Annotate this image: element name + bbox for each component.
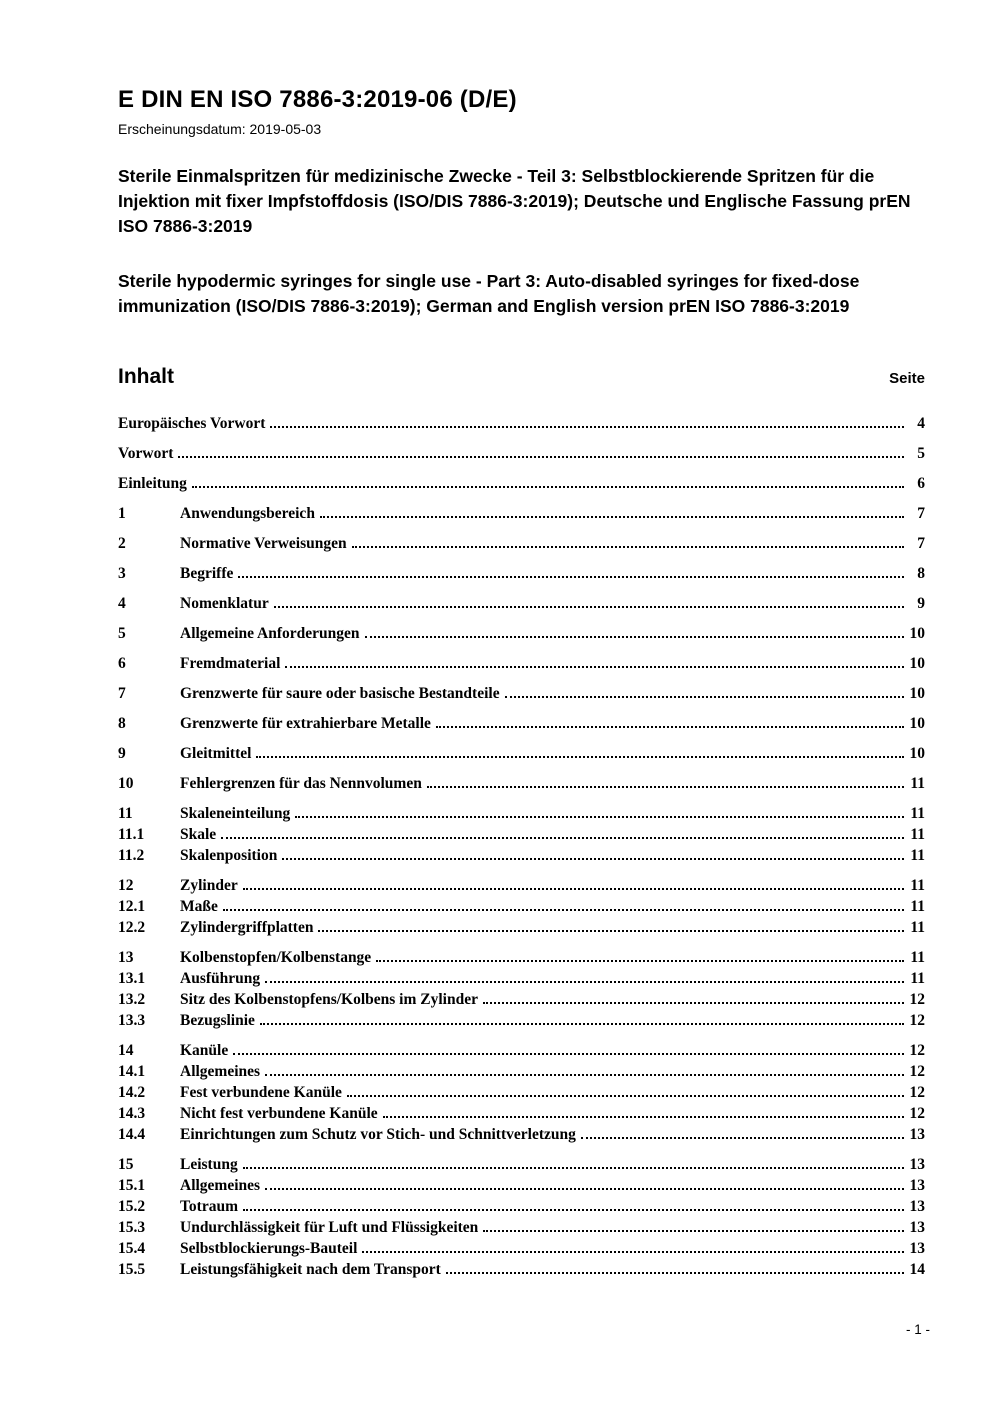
toc-entry (118, 947, 925, 968)
toc-dot-leader (352, 546, 904, 548)
toc-entry-number: 13 (118, 949, 134, 966)
toc-entry-page: 10 (909, 625, 925, 642)
toc-entry-page: 11 (910, 970, 925, 987)
toc-dot-leader (243, 888, 904, 890)
toc-entry-title: Zylindergriffplatten (180, 919, 314, 936)
toc-entry-number: 15.3 (118, 1219, 146, 1236)
toc-entry-page: 8 (917, 565, 925, 582)
toc-entry-page: 11 (910, 919, 925, 936)
toc-entry (118, 623, 925, 644)
toc-entry (118, 443, 925, 464)
toc-header (118, 365, 925, 389)
toc-entry-title: Allgemeine Anforderungen (180, 625, 360, 642)
toc-entry-number: 11.1 (118, 826, 145, 843)
toc-entry-number: 12.2 (118, 919, 146, 936)
toc-entry-page: 12 (909, 1012, 925, 1029)
toc-dot-leader (260, 1023, 904, 1025)
toc-entry-page: 7 (917, 505, 925, 522)
toc-entry (118, 896, 925, 917)
toc-entry-title: Einleitung (118, 475, 187, 492)
toc-dot-leader (347, 1095, 904, 1097)
toc-entry-number: 4 (118, 595, 126, 612)
toc-entry (118, 683, 925, 704)
toc-dot-leader (223, 909, 904, 911)
toc-entry (118, 773, 925, 794)
toc-entry-page: 10 (909, 715, 925, 732)
toc-entry-title: Skalenposition (180, 847, 278, 864)
toc-entry-title: Sitz des Kolbenstopfens/Kolbens im Zylinder (180, 991, 478, 1008)
toc-entry-page: 12 (909, 1084, 925, 1101)
toc-entry-number: 8 (118, 715, 126, 732)
toc-entry-number: 13.2 (118, 991, 146, 1008)
toc-entry-title: Bezugslinie (180, 1012, 255, 1029)
toc-entry-page: 11 (910, 847, 925, 864)
toc-dot-leader (282, 858, 904, 860)
toc-dot-leader (285, 666, 904, 668)
toc-entry (118, 1061, 925, 1082)
toc-dot-leader (505, 696, 904, 698)
toc-entry-page: 12 (909, 1042, 925, 1059)
toc-entry-title: Maße (180, 898, 218, 915)
toc-entry-title: Begriffe (180, 565, 234, 582)
page-number-footer: - 1 - (905, 1322, 930, 1337)
toc-entry-number: 15.4 (118, 1240, 146, 1257)
toc-dot-leader (318, 930, 904, 932)
toc-entry (118, 743, 925, 764)
toc-entry-title: Leistungsfähigkeit nach dem Transport (180, 1261, 441, 1278)
toc-entry (118, 1010, 925, 1031)
toc-entry (118, 917, 925, 938)
table-of-contents (118, 413, 925, 1280)
publication-date: Erscheinungsdatum: 2019-05-03 (118, 121, 322, 137)
toc-entry (118, 1217, 925, 1238)
toc-entry-number: 1 (118, 505, 126, 522)
toc-entry-page: 9 (917, 595, 925, 612)
toc-entry (118, 1175, 925, 1196)
toc-entry (118, 533, 925, 554)
toc-dot-leader (256, 756, 904, 758)
toc-entry-number: 6 (118, 655, 126, 672)
toc-dot-leader (362, 1251, 904, 1253)
toc-dot-leader (178, 456, 904, 458)
toc-entry-title: Kolbenstopfen/Kolbenstange (180, 949, 372, 966)
toc-entry-title: Undurchlässigkeit für Luft und Flüssigkeiten (180, 1219, 479, 1236)
toc-entry-page: 10 (909, 655, 925, 672)
toc-entry-number: 14 (118, 1042, 134, 1059)
toc-entry-page: 5 (917, 445, 925, 462)
toc-entry-title: Allgemeines (180, 1063, 261, 1080)
toc-entry (118, 803, 925, 824)
toc-entry-number: 14.3 (118, 1105, 146, 1122)
toc-dot-leader (238, 576, 904, 578)
toc-entry (118, 1196, 925, 1217)
toc-entry-page: 12 (909, 1063, 925, 1080)
toc-entry (118, 413, 925, 434)
toc-entry-page: 13 (909, 1156, 925, 1173)
toc-dot-leader (270, 426, 904, 428)
toc-entry-page: 14 (909, 1261, 925, 1278)
toc-dot-leader (274, 606, 904, 608)
toc-entry (118, 1082, 925, 1103)
toc-dot-leader (221, 837, 904, 839)
toc-dot-leader (243, 1167, 904, 1169)
toc-dot-leader (233, 1053, 904, 1055)
toc-entry (118, 563, 925, 584)
toc-entry-number: 11.2 (118, 847, 145, 864)
toc-entry-number: 5 (118, 625, 126, 642)
toc-entry-page: 11 (910, 775, 925, 792)
toc-entry-title: Allgemeines (180, 1177, 261, 1194)
standard-title-german: Sterile Einmalspritzen für medizinische Zwecke - Teil 3: Selbstblockierende Spritzen für die Injektion mit fixer Impfstoffdosis (ISO/DIS 7886-3:2019); Deutsche und Englische Fassung prEN ISO 7886-3:2019 (118, 166, 911, 236)
toc-entry-number: 11 (118, 805, 133, 822)
toc-dot-leader (483, 1230, 904, 1232)
toc-entry-number: 7 (118, 685, 126, 702)
toc-entry-title: Normative Verweisungen (180, 535, 347, 552)
toc-entry (118, 503, 925, 524)
toc-entry-page: 4 (917, 415, 925, 432)
toc-dot-leader (483, 1002, 904, 1004)
toc-entry-page: 11 (910, 877, 925, 894)
toc-entry-number: 15.2 (118, 1198, 146, 1215)
toc-entry-title: Nomenklatur (180, 595, 269, 612)
toc-dot-leader (265, 981, 904, 983)
toc-entry-page: 12 (909, 1105, 925, 1122)
toc-dot-leader (446, 1272, 904, 1274)
toc-entry-page: 11 (910, 805, 925, 822)
toc-entry (118, 1103, 925, 1124)
toc-entry-page: 13 (909, 1126, 925, 1143)
toc-entry-number: 3 (118, 565, 126, 582)
toc-entry (118, 824, 925, 845)
toc-entry-number: 15.5 (118, 1261, 146, 1278)
toc-entry-number: 15 (118, 1156, 134, 1173)
toc-entry-number: 14.1 (118, 1063, 146, 1080)
toc-entry-number: 9 (118, 745, 126, 762)
toc-entry-title: Skale (180, 826, 217, 843)
toc-dot-leader (376, 960, 904, 962)
toc-entry-number: 12.1 (118, 898, 146, 915)
toc-dot-leader (192, 486, 904, 488)
toc-entry-page: 13 (909, 1177, 925, 1194)
toc-entry (118, 1238, 925, 1259)
toc-dot-leader (265, 1074, 904, 1076)
toc-entry-page: 13 (909, 1198, 925, 1215)
toc-entry-page: 11 (910, 898, 925, 915)
toc-entry-title: Nicht fest verbundene Kanüle (180, 1105, 378, 1122)
toc-entry-page: 6 (917, 475, 925, 492)
toc-dot-leader (427, 786, 904, 788)
toc-entry-title: Kanüle (180, 1042, 229, 1059)
toc-entry-page: 10 (909, 745, 925, 762)
toc-entry (118, 593, 925, 614)
toc-entry (118, 1040, 925, 1061)
toc-entry-number: 15.1 (118, 1177, 146, 1194)
toc-entry-page: 12 (909, 991, 925, 1008)
toc-entry-title: Grenzwerte für extrahierbare Metalle (180, 715, 431, 732)
toc-entry (118, 1124, 925, 1145)
toc-entry-number: 14.2 (118, 1084, 146, 1101)
toc-entry-title: Zylinder (180, 877, 238, 894)
toc-entry (118, 713, 925, 734)
toc-dot-leader (320, 516, 904, 518)
toc-entry-title: Ausführung (180, 970, 261, 987)
toc-entry-title: Totraum (180, 1198, 238, 1215)
toc-entry-title: Skaleneinteilung (180, 805, 291, 822)
toc-entry-title: Fehlergrenzen für das Nennvolumen (180, 775, 422, 792)
toc-entry-title: Anwendungsbereich (180, 505, 315, 522)
toc-entry-number: 12 (118, 877, 134, 894)
toc-entry-page: 11 (910, 826, 925, 843)
toc-entry (118, 473, 925, 494)
toc-entry-title: Gleitmittel (180, 745, 252, 762)
toc-entry-number: 13.1 (118, 970, 146, 987)
toc-entry-page: 11 (910, 949, 925, 966)
toc-entry-title: Selbstblockierungs-Bauteil (180, 1240, 358, 1257)
toc-entry (118, 989, 925, 1010)
toc-page-column-label: Seite (889, 370, 925, 387)
toc-heading: Inhalt (118, 365, 174, 388)
toc-dot-leader (581, 1137, 904, 1139)
toc-entry-title: Grenzwerte für saure oder basische Bestandteile (180, 685, 500, 702)
standard-title-english: Sterile hypodermic syringes for single use - Part 3: Auto-disabled syringes for fixed-dose immunization (ISO/DIS 7886-3:2019); German and English version prEN ISO 7886-3:2019 (118, 271, 860, 316)
toc-entry-page: 13 (909, 1240, 925, 1257)
toc-entry (118, 968, 925, 989)
toc-dot-leader (243, 1209, 904, 1211)
toc-dot-leader (265, 1188, 904, 1190)
toc-dot-leader (436, 726, 904, 728)
toc-entry (118, 875, 925, 896)
toc-entry-title: Europäisches Vorwort (118, 415, 266, 432)
toc-entry-page: 13 (909, 1219, 925, 1236)
toc-dot-leader (295, 816, 904, 818)
toc-entry (118, 1259, 925, 1280)
toc-entry (118, 845, 925, 866)
toc-entry-page: 10 (909, 685, 925, 702)
toc-entry-page: 7 (917, 535, 925, 552)
toc-entry-title: Fremdmaterial (180, 655, 281, 672)
toc-entry-title: Einrichtungen zum Schutz vor Stich- und Schnittverletzung (180, 1126, 576, 1143)
toc-entry-number: 14.4 (118, 1126, 146, 1143)
toc-entry-number: 10 (118, 775, 134, 792)
toc-entry (118, 1154, 925, 1175)
toc-dot-leader (383, 1116, 904, 1118)
toc-entry-number: 2 (118, 535, 126, 552)
toc-entry-title: Leistung (180, 1156, 238, 1173)
toc-entry (118, 653, 925, 674)
document-title: E DIN EN ISO 7886-3:2019-06 (D/E) (118, 86, 517, 113)
toc-entry-number: 13.3 (118, 1012, 146, 1029)
toc-dot-leader (365, 636, 904, 638)
toc-entry-title: Vorwort (118, 445, 174, 462)
toc-entry-title: Fest verbundene Kanüle (180, 1084, 342, 1101)
